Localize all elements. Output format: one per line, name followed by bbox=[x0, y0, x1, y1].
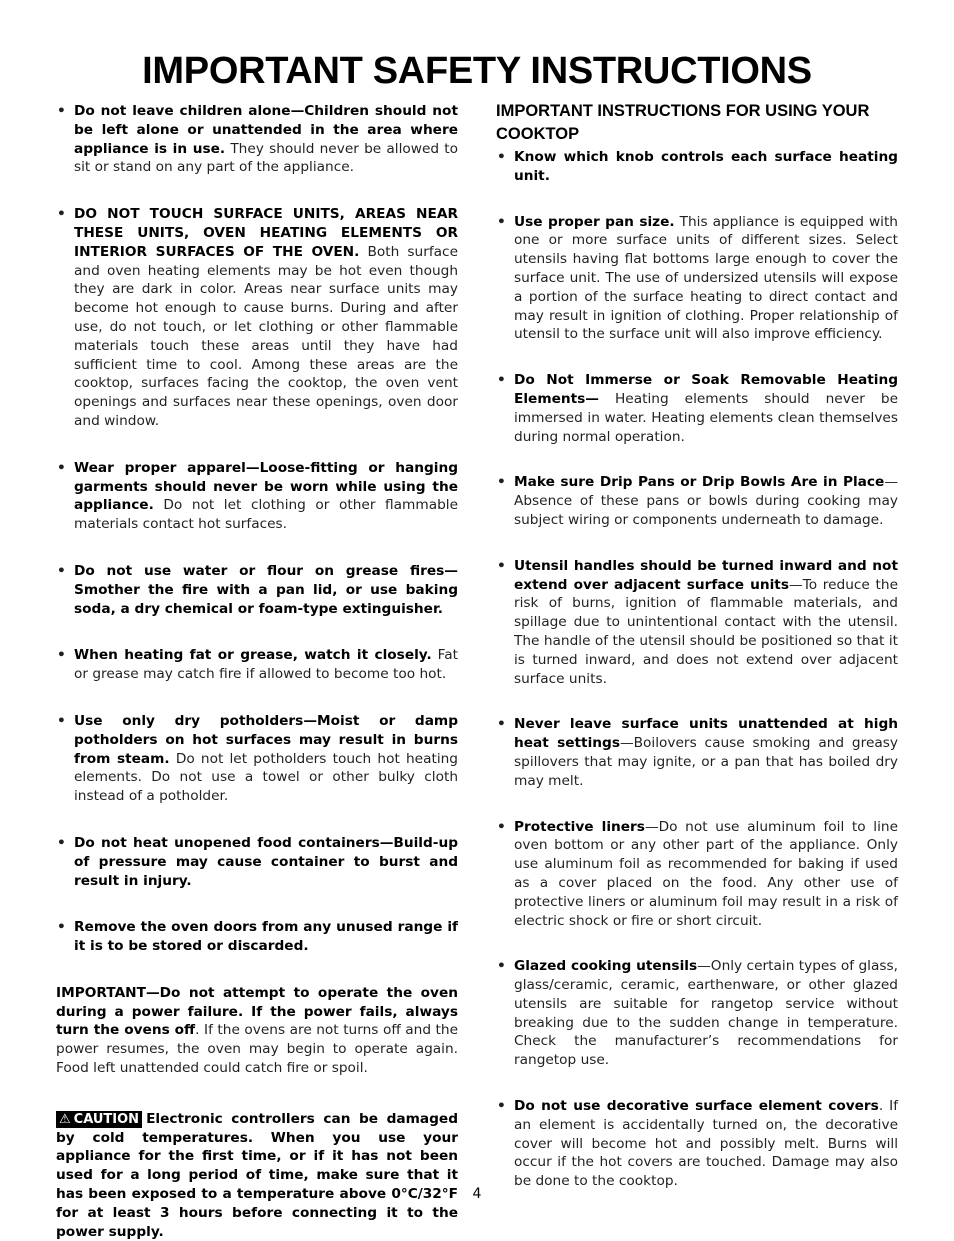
item-text: —Only certain types of glass, glass/ceramic, ceramic, earthenware, or other glazed utensils are suitable for rangetop service without breaking due to the sudden change in temperature. Check the manufacturer’s recommendations for rangetop use. bbox=[514, 958, 898, 1069]
list-item bbox=[496, 957, 898, 1070]
list-item bbox=[496, 1097, 898, 1191]
bullet-icon: • bbox=[57, 834, 66, 851]
bullet-icon: • bbox=[57, 103, 66, 119]
important-note-heading: IMPORTANT—Do not attempt to operate the oven during a power failure. If the power fails, always turn the ovens off bbox=[56, 984, 458, 1039]
item-text: —Absence of these pans or bowls during cooking may subject wiring or components underneath to damage. bbox=[514, 474, 898, 528]
item-text: Fat or grease may catch fire if allowed to become too hot. bbox=[74, 647, 458, 683]
item-heading: Do Not Immerse or Soak Removable Heating Elements— bbox=[514, 372, 898, 407]
important-note-text: . If the ovens are not turns off and the power resumes, the oven may begin to operate again. Food left unattended could catch fire or spoil. bbox=[56, 1022, 458, 1077]
item-heading: Do not use decorative surface element covers bbox=[514, 1098, 879, 1115]
list-item bbox=[496, 715, 898, 790]
bullet-icon: • bbox=[497, 557, 506, 574]
item-heading: Remove the oven doors from any unused range if it is to be stored or discarded. bbox=[74, 919, 458, 955]
bullet-icon: • bbox=[57, 562, 66, 579]
list-item bbox=[56, 205, 458, 431]
bullet-icon: • bbox=[497, 1098, 506, 1115]
warning-icon: ⚠ bbox=[59, 1111, 71, 1127]
bullet-icon: • bbox=[497, 716, 506, 733]
item-heading: Know which knob controls each surface heating unit. bbox=[514, 149, 898, 184]
list-item bbox=[496, 473, 898, 529]
item-heading: Do not heat unopened food containers—Build-up of pressure may cause container to burst and result in injury. bbox=[74, 834, 458, 889]
item-text: This appliance is equipped with one or more surface units of different sizes. Select utensils having flat bottoms large enough to cover the surface unit. The use of undersized utensils will expose a portion of the surface heating to direct contact and may result in ignition of clothing. Proper relationship of utensil to the surface unit will also improve efficiency. bbox=[514, 213, 898, 343]
bullet-icon: • bbox=[497, 149, 506, 165]
list-item bbox=[56, 459, 458, 534]
caution-badge bbox=[56, 1111, 142, 1128]
bullet-icon: • bbox=[57, 647, 66, 664]
item-heading: When heating fat or grease, watch it closely. bbox=[74, 647, 432, 664]
list-item bbox=[496, 371, 898, 446]
item-heading: DO NOT TOUCH SURFACE UNITS, AREAS NEAR THESE UNITS, OVEN HEATING ELEMENTS OR INTERIOR SURFACES OF THE OVEN. bbox=[74, 206, 458, 260]
item-heading: Use only dry potholders—Moist or damp potholders on hot surfaces may result in burns from steam. bbox=[74, 712, 458, 767]
item-text: They should never be allowed to sit or stand on any part of the appliance. bbox=[74, 140, 458, 176]
item-heading: Use proper pan size. bbox=[514, 213, 675, 230]
list-item bbox=[496, 557, 898, 689]
caution-note bbox=[56, 1110, 458, 1241]
section-heading: IMPORTANT INSTRUCTIONS FOR USING YOUR COOKTOP bbox=[496, 102, 870, 143]
item-heading: Glazed cooking utensils bbox=[514, 958, 698, 975]
item-text: . If an element is accidentally turned on, the decorative cover will become hot and possibly melt. Burns will occur if the hot covers are touched. Damage may also be done to the cooktop. bbox=[514, 1098, 899, 1190]
list-item bbox=[56, 712, 458, 806]
item-text: —Boilovers cause smoking and greasy spillovers that may ignite, or a pan that has boiled dry may melt. bbox=[514, 735, 898, 789]
item-text: Both surface and oven heating elements may be hot even though they are dark in color. Areas near surface units may become hot enough to cause burns. During and after use, do not touch, or let clothing or other flammable materials touch these areas until they have had sufficient time to cool. Among these areas are the cooktop, surfaces facing the cooktop, the oven vent openings and surfaces near these openings, oven door and window. bbox=[74, 243, 458, 429]
item-heading: Make sure Drip Pans or Drip Bowls Are in Place bbox=[514, 474, 885, 491]
important-note bbox=[56, 984, 458, 1078]
list-item bbox=[56, 918, 458, 956]
item-text: Heating elements should never be immersed in water. Heating elements clean themselves during normal operation. bbox=[514, 390, 898, 445]
item-text: Do not let clothing or other flammable materials contact hot surfaces. bbox=[74, 497, 458, 533]
left-column bbox=[56, 100, 458, 1241]
page-title: IMPORTANT SAFETY INSTRUCTIONS bbox=[142, 50, 812, 92]
item-text: —Do not use aluminum foil to line oven bottom or any other part of the appliance. Only use aluminum foil as recommended for baking if used as a cover placed on the food. Any other use of protective liners or aluminum foil may result in a risk of electric shock or fire or short circuit. bbox=[514, 818, 898, 929]
bullet-icon: • bbox=[497, 372, 506, 389]
item-text: —To reduce the risk of burns, ignition of flammable materials, and spillage due to unintentional contact with the utensil. The handle of the utensil should be positioned so that it is turned inward, and does not extend over adjacent surface units. bbox=[514, 576, 898, 687]
list-item bbox=[496, 818, 898, 931]
bullet-icon: • bbox=[497, 818, 506, 835]
bullet-icon: • bbox=[57, 919, 66, 936]
bullet-icon: • bbox=[497, 213, 506, 230]
bullet-icon: • bbox=[57, 712, 66, 729]
item-text: Do not let potholders touch hot heating elements. Do not use a towel or other bulky cloth instead of a potholder. bbox=[74, 750, 458, 805]
item-heading: Protective liners bbox=[514, 818, 645, 835]
bullet-icon: • bbox=[497, 958, 506, 975]
item-heading: Do not leave children alone—Children should not be left alone or unattended in the area where appliance is in use. bbox=[74, 103, 458, 157]
list-item bbox=[496, 148, 898, 186]
list-item bbox=[56, 562, 458, 618]
bullet-icon: • bbox=[57, 459, 66, 476]
item-heading: Do not use water or flour on grease fires—Smother the fire with a pan lid, or use baking soda, a dry chemical or foam-type extinguisher. bbox=[74, 562, 458, 617]
caution-label: CAUTION bbox=[73, 1111, 140, 1127]
bullet-icon: • bbox=[57, 206, 66, 223]
item-heading: Utensil handles should be turned inward and not extend over adjacent surface units bbox=[514, 557, 898, 593]
list-item bbox=[56, 102, 458, 177]
page-number: 4 bbox=[472, 1186, 482, 1202]
list-item bbox=[56, 834, 458, 890]
right-column bbox=[496, 100, 898, 1191]
caution-text: Electronic controllers can be damaged by cold temperatures. When you use your appliance for the first time, or if it has not been used for a long period of time, make sure that it has been exposed to a temperature above 0°C/32°F for at least 3 hours before connecting it to the power supply. bbox=[56, 1110, 458, 1240]
list-item bbox=[56, 646, 458, 684]
item-heading: Never leave surface units unattended at high heat settings bbox=[514, 716, 898, 752]
bullet-icon: • bbox=[497, 474, 506, 491]
item-heading: Wear proper apparel—Loose-fitting or hanging garments should never be worn while using the appliance. bbox=[74, 459, 458, 514]
list-item bbox=[496, 213, 898, 345]
